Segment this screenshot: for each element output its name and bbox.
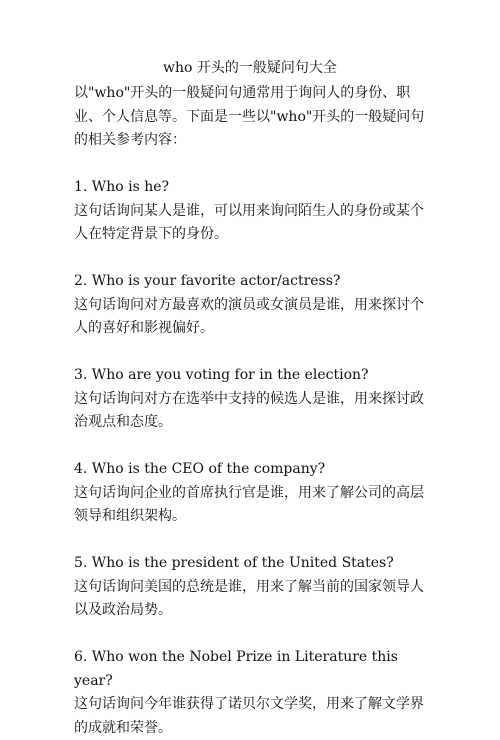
question-text: 3. Who are you voting for in the election? <box>74 367 369 383</box>
paragraph-gap <box>74 341 432 365</box>
answer-text: 这句话询问某人是谁，可以用来询问陌生人的身份或某个人在特定背景下的身份。 <box>74 202 424 242</box>
paragraph-gap <box>74 435 432 459</box>
question-item <box>74 552 432 623</box>
answer-text: 这句话询问今年谁获得了诺贝尔文学奖，用来了解文学界的成就和荣誉。 <box>74 696 424 736</box>
question-text: 2. Who is your favorite actor/actress? <box>74 273 341 289</box>
document-title: who 开头的一般疑问句大全 <box>163 60 337 76</box>
paragraph-gap <box>74 623 432 647</box>
intro-paragraph: 以"who"开头的一般疑问句通常用于询问人的身份、职业、个人信息等。下面是一些以"who"开头的一般疑问句的相关参考内容： <box>74 85 425 148</box>
question-item <box>74 364 432 435</box>
question-item <box>74 458 432 529</box>
paragraph-gap <box>74 153 432 177</box>
question-item <box>74 270 432 341</box>
question-text: 5. Who is the president of the United States? <box>74 555 394 571</box>
paragraph-gap <box>74 529 432 553</box>
paragraph-gap <box>74 247 432 271</box>
document-body <box>74 82 432 740</box>
answer-text: 这句话询问美国的总统是谁，用来了解当前的国家领导人以及政治局势。 <box>74 578 424 618</box>
question-text: 1. Who is he? <box>74 179 170 195</box>
answer-text: 这句话询问对方在选举中支持的候选人是谁，用来探讨政治观点和态度。 <box>74 390 424 430</box>
question-text: 4. Who is the CEO of the company? <box>74 461 326 477</box>
question-item <box>74 646 432 740</box>
answer-text: 这句话询问企业的首席执行官是谁，用来了解公司的高层领导和组织架构。 <box>74 484 424 524</box>
question-text: 6. Who won the Nobel Prize in Literature this year? <box>74 649 398 689</box>
question-item <box>74 176 432 247</box>
answer-text: 这句话询问对方最喜欢的演员或女演员是谁，用来探讨个人的喜好和影视偏好。 <box>74 296 424 336</box>
